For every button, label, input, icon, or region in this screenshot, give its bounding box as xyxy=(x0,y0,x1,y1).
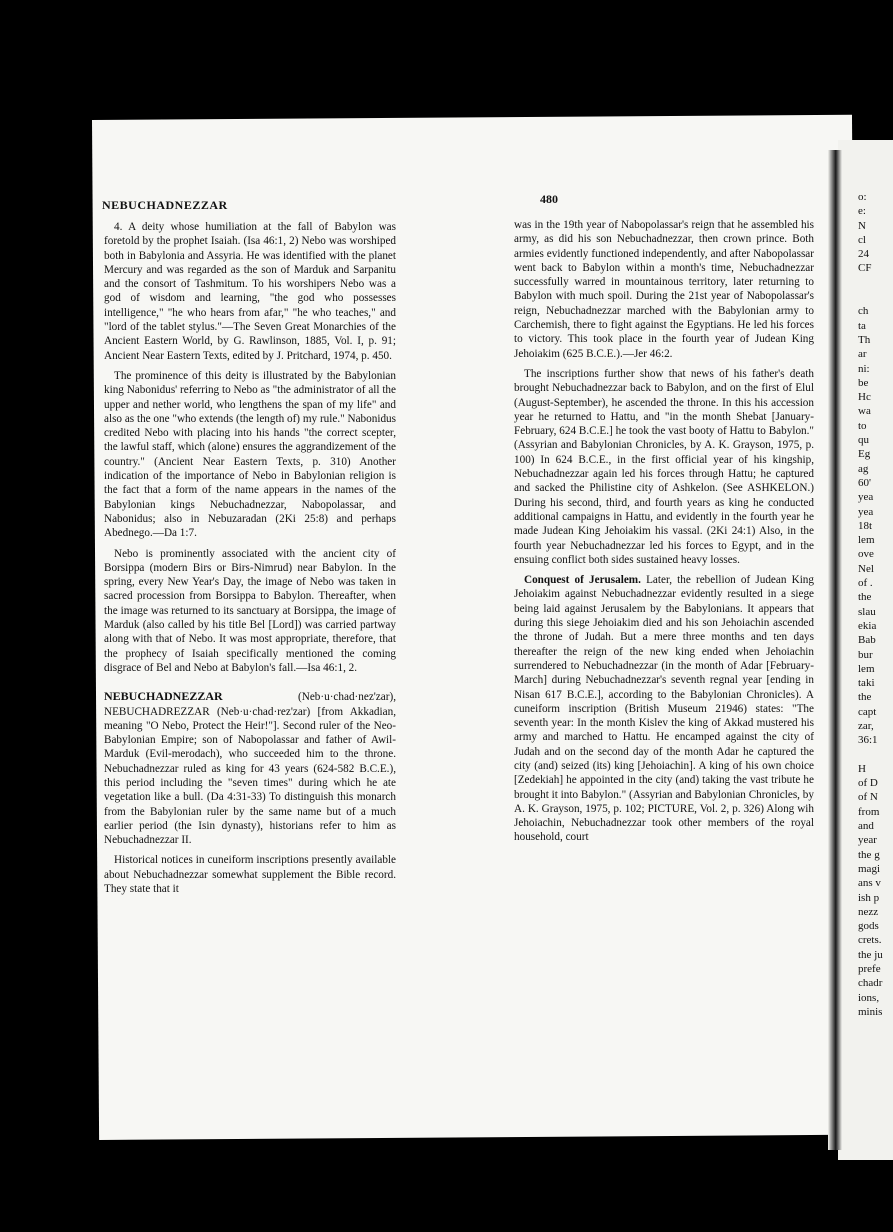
line-fragment: CF xyxy=(858,262,872,275)
line-fragment: ans v xyxy=(858,877,881,890)
line-fragment: Bab xyxy=(858,634,876,647)
line-fragment: of . xyxy=(858,577,873,590)
line-fragment: nezz xyxy=(858,905,879,918)
line-fragment: ar xyxy=(858,348,867,361)
line-fragment xyxy=(858,748,893,762)
line-fragment: ni: xyxy=(858,362,870,375)
line-fragment: capt xyxy=(858,705,877,718)
line-fragment: qu xyxy=(858,434,869,447)
line-fragment: chadr xyxy=(858,977,883,990)
paragraph: was in the 19th year of Nabopolassar's reign that he assembled his army, as did his son Nebuchadnezzar, then crown prince. Both armies evidently functioned independently, and after Nabopolassar went back to Babylon within a month's time, Nebuchadnezzar successfully warred in mountainous territory, later returning to Babylon with much spoil. During the 21st year of Nabopolassar's reign, Nebuchadnezzar marched with the Babylonian army to Carchemish, there to fight against the Egyptians. He led his forces to victory. This took place in the fourth year of Judean King Jehoiakim (625 B.C.E.).—Jer 46:2. xyxy=(514,219,814,360)
line-fragment: ish p xyxy=(858,891,880,904)
paragraph: Historical notices in cuneiform inscriptions presently available about Nebuchadnezzar somewhat supplement the Bible record. They state that it xyxy=(104,854,396,896)
line-fragment: magi xyxy=(858,862,880,875)
line-fragment xyxy=(858,276,893,290)
right-page-fragment xyxy=(858,190,893,1019)
line-fragment: lem xyxy=(858,662,875,675)
line-fragment: ions, xyxy=(858,991,880,1004)
line-fragment: yea xyxy=(858,505,874,518)
line-fragment: wa xyxy=(858,405,871,418)
left-column xyxy=(104,220,396,902)
paragraph: The prominence of this deity is illustrated by the Babylonian king Nabonidus' referring to Nebo as "the administrator of all the upper and nether world, who lengthens the span of my life" and also as the one "who extends (the length of) my rule." Nabonidus credited Nebo with placing into his hands "the correct scepter, the lawful staff, which (alone) ensures the aggrandizement of the country." (Ancient Near Eastern Texts, p. 310) Another indication of the importance of Nebo in Babylonian religion is the fact that a form of the name appears in the names of the Babylonian kings Nebuchadnezzar, Nabopolassar, and Nabonidus; also in Nebuzaradan (2Ki 25:8) and perhaps Abednego.—Da 1:7. xyxy=(104,369,396,540)
line-fragment: ag xyxy=(858,462,869,475)
line-fragment: ta xyxy=(858,319,866,332)
line-fragment: of D xyxy=(858,777,878,790)
line-fragment: year xyxy=(858,834,877,847)
line-fragment: Th xyxy=(858,333,871,346)
paragraph xyxy=(514,573,814,845)
line-fragment: Eg xyxy=(858,448,871,461)
line-fragment: zar, xyxy=(858,719,874,732)
entry-text: (Neb·u·chad·nez'zar), NEBUCHADREZZAR (Neb·u·chad·rez'zar) [from Akkadian, meaning "O Nebo, Protect the Heir!"]. Second ruler of the Neo-Babylonian Empire; son of Nabopolassar and father of Awil-Marduk (Evil-merodach), who succeeded him to the throne. Nebuchadnezzar ruled as king for 43 years (624-582 B.C.E.), this period including the "seven times" during which he ate vegetation like a bull. (Da 4:31-33) To distinguish this monarch from the Babylonian ruler by the same name but of a much earlier period (the Isin dynasty), historians refer to him as Nebuchadnezzar II. xyxy=(104,691,396,847)
line-fragment: 60' xyxy=(858,476,871,489)
line-fragment: to xyxy=(858,419,867,432)
section-text: Later, the rebellion of Judean King Jehoiakim against Nebuchadnezzar evidently resulted in a siege being laid against Jerusalem by the Babylonians. It appears that during this siege Jehoiakim died and his son Jehoiachin ascended the throne of Judah. But a mere three months and ten days thereafter the reign of the new king ended when Jehoiachin surrendered to Nebuchadnezzar (in the month of Adar [February-March] during Nebuchadnezzar's seventh regnal year [ending in Nisan 617 B.C.E.], according to the Babylonian Chronicles). A cuneiform inscription (British Museum 21946) states: "The seventh year: In the month Kislev the king of Akkad mustered his army and marched to Hattu. He encamped against the city of Judah and on the second day of the month Adar he captured the city (and) seized (its) king [Jehoiachin]. A king of his own choice [Zedekiah] he appointed in the city (and) taking the vast tribute he brought it into Babylon." (Assyrian and Babylonian Chronicles, by A. K. Grayson, 1975, p. 102; PICTURE, Vol. 2, p. 326) Along wih Jehoiachin, Nebuchadnezzar took other members of the royal household, court xyxy=(514,574,814,844)
line-fragment: the xyxy=(858,591,872,604)
book-gutter xyxy=(828,150,842,1150)
line-fragment: crets. xyxy=(858,934,882,947)
line-fragment: ove xyxy=(858,548,874,561)
line-fragment xyxy=(858,290,893,304)
line-fragment: prefe xyxy=(858,963,881,976)
paragraph: 4. A deity whose humiliation at the fall of Babylon was foretold by the prophet Isaiah. (Isa 46:1, 2) Nebo was worshiped both in Babylonia and Assyria. He was identified with the planet Mercury and was regarded as the son of Marduk and Sarpanitu and the consort of Tashmitum. To his worshipers Nebo was a god of wisdom and learning, "the god who possesses intelligence," "he who hears from afar," "he who teaches," and "lord of the tablet stylus."—The Seven Great Monarchies of the Ancient Eastern World, by G. Rawlinson, 1885, Vol. I, p. 91; Ancient Near Eastern Texts, edited by J. Pritchard, 1974, p. 450. xyxy=(104,221,396,362)
line-fragment: ekia xyxy=(858,619,877,632)
line-fragment: ch xyxy=(858,305,869,318)
line-fragment: of N xyxy=(858,791,878,804)
line-fragment: 36:1 xyxy=(858,734,878,747)
line-fragment: cl xyxy=(858,233,866,246)
line-fragment: minis xyxy=(858,1005,883,1018)
line-fragment: bur xyxy=(858,648,873,661)
line-fragment: the g xyxy=(858,848,880,861)
paragraph: The inscriptions further show that news of his father's death brought Nebuchadnezzar back to Babylon, and on the first of Elul (August-September), he ascended the throne. In this his accession year he returned to Hattu, and "in the month Shebat [January-February, 624 B.C.E.] he took the vast booty of Hattu to Babylon." (Assyrian and Babylonian Chronicles, by A. K. Grayson, 1975, p. 100) In 624 B.C.E., in the first official year of his kingship, Nebuchadnezzar again led his forces through Hattu; he captured and sacked the Philistine city of Ashkelon. (See ASHKELON.) During his second, third, and fourth years as king he conducted additional campaigns in Hattu, and evidently in the fourth year he made Judean King Jehoiakim his vassal. (2Ki 24:1) Also, in the fourth year Nebuchadnezzar led his forces to Egypt, and in the ensuing conflict both sides sustained heavy losses. xyxy=(514,367,814,566)
paragraph: Nebo is prominently associated with the ancient city of Borsippa (modern Birs or Birs-Nimrud) near Babylon. In the spring, every New Year's Day, the image of Nebo was taken in sacred procession from Borsippa to Babylon. Thereafter, when the image was returned to its sanctuary at Borsippa, the image of Marduk (also called by his title Bel [Lord]) was carried partway along with that of Nebo. It was most appropriate, therefore, that the prophecy of Isaiah specifically mentioned the coming disgrace of Bel and Nebo at Babylon's fall.—Isa 46:1, 2. xyxy=(104,547,396,674)
line-fragment: gods xyxy=(858,920,879,933)
line-fragment: o: xyxy=(858,191,867,203)
line-fragment: the xyxy=(858,691,872,704)
line-fragment: yea xyxy=(858,491,874,504)
middle-column xyxy=(514,218,814,851)
line-fragment: from xyxy=(858,805,880,818)
line-fragment: taki xyxy=(858,677,875,690)
line-fragment: e: xyxy=(858,205,866,218)
line-fragment: H xyxy=(858,762,866,775)
line-fragment: 24 xyxy=(858,248,869,261)
entry-paragraph xyxy=(104,689,396,847)
line-fragment: lem xyxy=(858,534,875,547)
entry-title: NEBUCHADNEZZAR xyxy=(104,689,223,704)
line-fragment: N xyxy=(858,219,866,232)
line-fragment: 18t xyxy=(858,519,873,532)
line-fragment: Hc xyxy=(858,391,871,404)
line-fragment: be xyxy=(858,376,869,389)
section-heading: Conquest of Jerusalem. xyxy=(524,574,641,587)
line-fragment: slau xyxy=(858,605,876,618)
running-header: NEBUCHADNEZZAR xyxy=(102,198,228,212)
line-fragment: Nel xyxy=(858,562,874,575)
line-fragment: and xyxy=(858,820,874,833)
line-fragment: the ju xyxy=(858,948,883,961)
page-number: 480 xyxy=(540,192,558,206)
